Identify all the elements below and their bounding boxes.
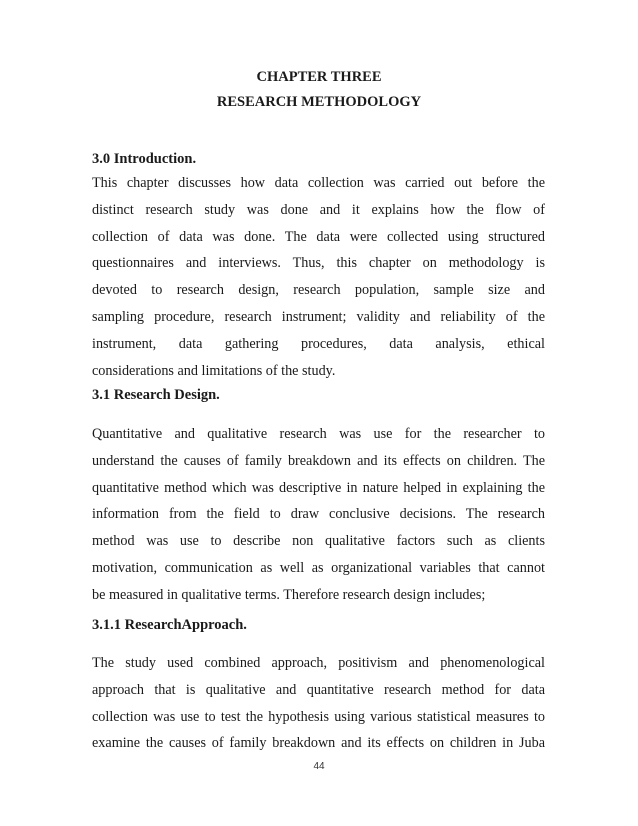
paragraph-research-approach (92, 650, 545, 757)
text-line: sampling procedure, research instrument; validity and reliability of the (92, 308, 545, 325)
chapter-title: RESEARCH METHODOLOGY (216, 94, 422, 110)
section-heading-introduction: 3.0 Introduction. (92, 151, 197, 167)
text-line: examine the causes of family breakdown and its effects on children in Juba (92, 735, 545, 752)
text-line: devoted to research design, research population, sample size and (92, 282, 545, 299)
text-line: considerations and limitations of the study. (92, 362, 336, 379)
text-line: questionnaires and interviews. Thus, this chapter on methodology is (92, 255, 545, 272)
paragraph-introduction (92, 170, 545, 384)
paragraph-research-design (92, 421, 545, 609)
page-number: 44 (313, 761, 325, 772)
text-line: The study used combined approach, positivism and phenomenological (92, 655, 545, 671)
text-line: distinct research study was done and it explains how the flow of (92, 201, 545, 218)
text-line: collection was use to test the hypothesis using various statistical measures to (92, 708, 545, 725)
section-heading-research-design: 3.1 Research Design. (92, 387, 220, 403)
text-line: collection of data was done. The data were collected using structured (92, 228, 545, 245)
text-line: approach that is qualitative and quantitative research method for data (92, 681, 545, 698)
text-line: Quantitative and qualitative research was use for the researcher to (92, 426, 545, 442)
text-line: quantitative method which was descriptive in nature helped in explaining the (92, 479, 545, 496)
text-line: motivation, communication as well as organizational variables that cannot (92, 559, 545, 576)
text-line: method was use to describe non qualitative factors such as clients (92, 533, 545, 550)
chapter-label: CHAPTER THREE (256, 69, 382, 85)
text-line: information from the field to draw conclusive decisions. The research (92, 506, 545, 523)
section-heading-research-approach: 3.1.1 ResearchApproach. (92, 617, 247, 633)
text-line: understand the causes of family breakdown and its effects on children. The (92, 452, 545, 469)
text-line: instrument, data gathering procedures, data analysis, ethical (92, 335, 545, 352)
text-line: This chapter discusses how data collection was carried out before the (92, 175, 545, 191)
text-line: be measured in qualitative terms. Therefore research design includes; (92, 586, 486, 603)
